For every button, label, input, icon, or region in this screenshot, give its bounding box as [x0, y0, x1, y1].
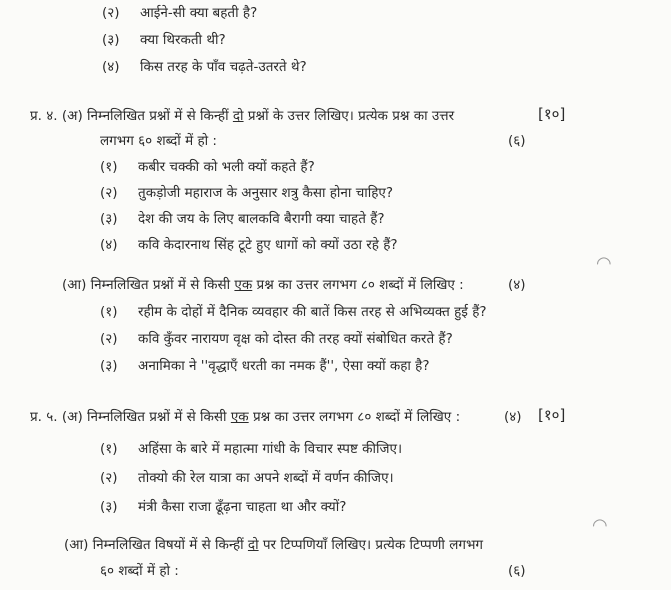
item-text: तोक्यो की रेल यात्रा का अपने शब्दों में वर्णन कीजिए। [138, 470, 394, 486]
list-item [100, 330, 453, 348]
scan-mark-icon: ◠ [592, 515, 608, 536]
q4-a-label: (अ) [61, 108, 83, 124]
instr-underlined: एक [230, 409, 249, 425]
item-text: अनामिका ने ''वृद्धाएँ धरती का नमक हैं'', ऐसा क्यों कहा है? [138, 358, 430, 374]
q5-a-label: (अ) [61, 409, 83, 425]
list-item [100, 357, 430, 375]
list-item [102, 4, 257, 22]
scan-mark-icon: ◠ [596, 253, 612, 274]
q5-b-instruction [93, 537, 483, 553]
instr-text: निम्नलिखित प्रश्नों में से किन्हीं [87, 108, 233, 124]
item-text: कबीर चक्की को भली क्यों कहते हैं? [138, 159, 315, 175]
q4-a-marks: (६) [508, 133, 526, 149]
instr-text: निम्नलिखित प्रश्नों में से किसी [90, 277, 235, 293]
instr-underlined: दो [247, 537, 259, 553]
item-number: (३) [100, 211, 118, 227]
instr-text: पर टिप्पणियाँ लिखिए। प्रत्येक टिप्पणी लगभग [258, 537, 484, 553]
instr-text: प्रश्नों के उत्तर लिखिए। प्रत्येक प्रश्न का उत्तर [243, 108, 455, 124]
item-text: क्या थिरकती थी? [140, 32, 226, 48]
item-number: (२) [100, 470, 118, 486]
item-text: अहिंसा के बारे में महात्मा गांधी के विचार स्पष्ट कीजिए। [138, 441, 403, 457]
q5-b-marks: (६) [508, 563, 526, 579]
q4-a-instruction-line2: लगभग ६० शब्दों में हो : [100, 133, 217, 149]
q4-b-instruction [91, 277, 464, 293]
list-item [100, 303, 487, 321]
q5-total-marks: [१०] [538, 406, 566, 424]
list-item [100, 498, 346, 516]
q5-a-marks: (४) [504, 409, 522, 425]
item-text: तुकड़ोजी महाराज के अनुसार शत्रु कैसा होना चाहिए? [138, 185, 394, 201]
list-item [102, 31, 226, 49]
item-number: (३) [100, 358, 118, 374]
q5-b-heading [64, 536, 483, 554]
q5-b-instruction-line2: ६० शब्दों में हो : [100, 563, 179, 579]
q5-a-instruction [87, 409, 460, 425]
item-text: रहीम के दोहों में दैनिक व्यवहार की बातें किस तरह से अभिव्यक्त हुई हैं? [138, 304, 487, 320]
instr-text: प्रश्न का उत्तर लगभग ८० शब्दों में लिखिए : [248, 409, 461, 425]
q5-label: प्र. ५. [30, 409, 58, 425]
item-number: (१) [100, 441, 118, 457]
item-number: (२) [102, 5, 120, 21]
q4-b-heading [62, 276, 464, 294]
item-number: (२) [100, 185, 118, 201]
q5-heading [30, 408, 460, 426]
instr-text: निम्नलिखित विषयों में से किन्हीं [92, 537, 248, 553]
q4-b-marks: (४) [508, 277, 526, 293]
item-number: (२) [100, 331, 118, 347]
list-item [100, 210, 385, 228]
item-number: (४) [102, 59, 120, 75]
item-number: (१) [100, 304, 118, 320]
item-number: (१) [100, 159, 118, 175]
item-text: किस तरह के पाँव चढ़ते-उतरते थे? [140, 59, 307, 75]
q4-a-instruction [87, 108, 454, 124]
item-number: (३) [100, 499, 118, 515]
q4-heading [30, 107, 454, 125]
item-text: कवि कुँवर नारायण वृक्ष को दोस्त की तरह क्यों संबोधित करते हैं? [138, 331, 453, 347]
item-text: कवि केदारनाथ सिंह टूटे हुए धागों को क्यों उठा रहे हैं? [138, 237, 398, 253]
instr-text: निम्नलिखित प्रश्नों में से किसी [87, 409, 231, 425]
list-item [100, 184, 393, 202]
list-item [100, 158, 315, 176]
instr-text: प्रश्न का उत्तर लगभग ८० शब्दों में लिखिए : [252, 277, 464, 293]
item-text: देश की जय के लिए बालकवि बैरागी क्या चाहते हैं? [138, 211, 385, 227]
list-item [102, 58, 307, 76]
item-number: (३) [102, 32, 120, 48]
q4-b-label: (आ) [62, 277, 87, 293]
item-number: (४) [100, 237, 118, 253]
list-item [100, 440, 402, 458]
instr-underlined: दो [232, 108, 244, 124]
q4-label: प्र. ४. [30, 108, 58, 124]
item-text: मंत्री कैसा राजा ढूँढ़ना चाहता था और क्यों? [138, 499, 347, 515]
list-item [100, 236, 398, 254]
list-item [100, 469, 394, 487]
instr-underlined: एक [234, 277, 253, 293]
q5-b-label: (आ) [64, 537, 89, 553]
q4-total-marks: [१०] [538, 105, 566, 123]
item-text: आईने-सी क्या बहती है? [140, 5, 258, 21]
